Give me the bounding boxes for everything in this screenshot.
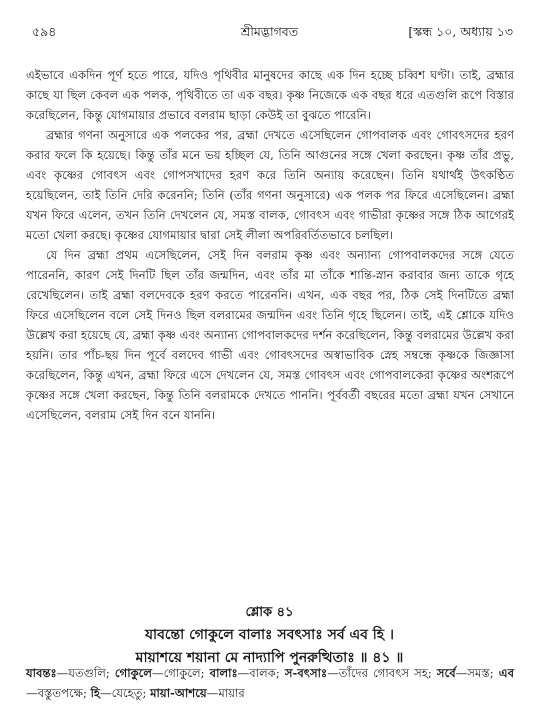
synonym-word: এব <box>498 666 515 680</box>
purport-text <box>26 65 514 425</box>
synonym-word: সর্বে <box>436 666 456 680</box>
synonym-word: গোকুলে <box>114 666 152 680</box>
paragraph: যে দিন ব্রহ্মা প্রথম এসেছিলেন, সেই দিন বলরাম কৃষ্ণ এবং অন্যান্য গোপবালকদের সঙ্গে যেতে পারেননি, কারণ সেই দিনটি ছিল তাঁর জন্মদিন, এবং তাঁর মা তাঁকে শান্তি-স্নান করাবার জন্য তাকে গৃহে রেখেছিলেন। তাই ব্রহ্মা বলদেবকে হরণ করতে পারেননি। এখন, এক বছর পর, ঠিক সেই দিনটিতে ব্রহ্মা ফিরে এসেছিলেন বলে সেই দিনও ছিল বলরামের জন্মদিন এবং তিনি গৃহে ছিলেন। তাই, এই শ্লোকে যদিও উল্লেখ করা হয়েছে যে, ব্রহ্মা কৃষ্ণ এবং অন্যান্য গোপবালকদের দর্শন করেছিলেন, কিন্তু বলরামের উল্লেখ করা হয়নি। তার পাঁচ-ছয় দিন পূর্বে বলদেব গাভী এবং গোবৎসদের অস্বাভাবিক স্নেহ সম্বন্ধে কৃষ্ণকে জিজ্ঞাসা করেছিলেন, কিন্তু এখন, ব্রহ্মা ফিরে এসে দেখলেন যে, সমস্ত গোবৎস এবং গোপবালকেরা কৃষ্ণের অংশরূপে কৃষ্ণের সঙ্গে খেলা করছেন, কিন্তু তিনি বলরামকে দেখতে পাননি। পূর্ববর্তী বছরের মতো ব্রহ্মা যখন সেখানে এসেছিলেন, বলরাম সেই দিন বনে যাননি। <box>26 248 514 422</box>
synonym-word: মায়া-আশয়ে <box>150 686 207 700</box>
synonym-word: স-বৎসাঃ <box>284 666 328 680</box>
paragraph: এইভাবে একদিন পূর্ণ হতে পারে, যদিও পৃথিবীর মানুষদের কাছে এক দিন হচ্ছে চব্বিশ ঘণ্টা। তাই, ব্রহ্মার কাছে যা ছিল কেবল এক পলক, পৃথিবীতে তা এক বছর। কৃষ্ণ নিজেকে এক বছর ধরে এতগুলি রূপে বিস্তার করেছিলেন, কিন্তু যোগমায়ার প্রভাবে বলরাম ছাড়া কেউই তা বুঝতে পারেনি। <box>26 68 514 122</box>
synonym-meaning: মায়ার <box>218 686 245 700</box>
verse-line-2: মায়াশয়ে শয়ানা মে নাদ্যাপি পুনরুত্থিতাঃ ॥ ৪১ ॥ <box>135 650 404 666</box>
paragraph: ব্রহ্মার গণনা অনুসারে এক পলকের পর, ব্রহ্মা দেখতে এসেছিলেন গোপবালক এবং গোবৎসদের হরণ করার ফলে কি হয়েছে। কিন্তু তাঁর মনে ভয় হচ্ছিল যে, তিনি আগুনের সঙ্গে খেলা করছেন। কৃষ্ণ তাঁর প্রভু, এবং কৃষ্ণের গোবৎস এবং গোপসখাদের হরণ করে তিনি অন্যায় করেছেন। তিনি যথার্থই উৎকণ্ঠিত হয়েছিলেন, তাই তিনি দেরি করেননি; তিনি (তাঁর গণনা অনুসারে) এক পলক পর ফিরে এসেছিলেন। ব্রহ্মা যখন ফিরে এলেন, তখন তিনি দেখলেন যে, সমস্ত বালক, গোবৎস এবং গাভীরা কৃষ্ণের সঙ্গে ঠিক আগেরই মতো খেলা করছে। কৃষ্ণের যোগমায়ার দ্বারা সেই লীলা অপরিবর্তিতভাবে চলছিল। <box>26 128 514 242</box>
verse-line-1: যাবন্তো গোকুলে বালাঃ সবৎসাঃ সর্ব এব হি । <box>144 627 395 643</box>
synonym-meaning: বস্তুতপক্ষে <box>37 686 84 700</box>
verse-block <box>26 602 513 670</box>
synonym-word: হি <box>90 686 101 700</box>
synonym-meaning: সমস্ত <box>467 666 490 680</box>
synonym-meaning: বালক <box>249 666 276 680</box>
synonym-meaning: যতগুলি <box>68 666 106 680</box>
chapter-reference: [স্কন্ধ ১০, অধ্যায় ১৩ <box>408 24 513 39</box>
synonym-meaning: তাঁদের গোবৎস সহ <box>338 666 428 680</box>
synonym-word: বালাঃ <box>209 666 238 680</box>
synonyms-section: যাবন্তঃ—যতগুলি; গোকুলে—গোকুলে; বালাঃ—বালক; স-বৎসাঃ—তাঁদের গোবৎস সহ; সর্বে—সমস্ত; এব—বস্তুতপক্ষে; হি—যেহেতু; মায়া-আশয়ে—মায়ার <box>26 666 515 700</box>
verse-title: শ্লোক ৪১ <box>245 605 294 620</box>
page-number: ৫৯৪ <box>32 24 57 39</box>
page-header <box>26 24 513 44</box>
synonym-word: যাবন্তঃ <box>26 666 57 680</box>
synonym-meaning: গোকুলে <box>163 666 201 680</box>
book-title: শ্রীমদ্ভাগবত <box>240 24 299 39</box>
synonym-meaning: যেহেতু <box>111 686 143 700</box>
